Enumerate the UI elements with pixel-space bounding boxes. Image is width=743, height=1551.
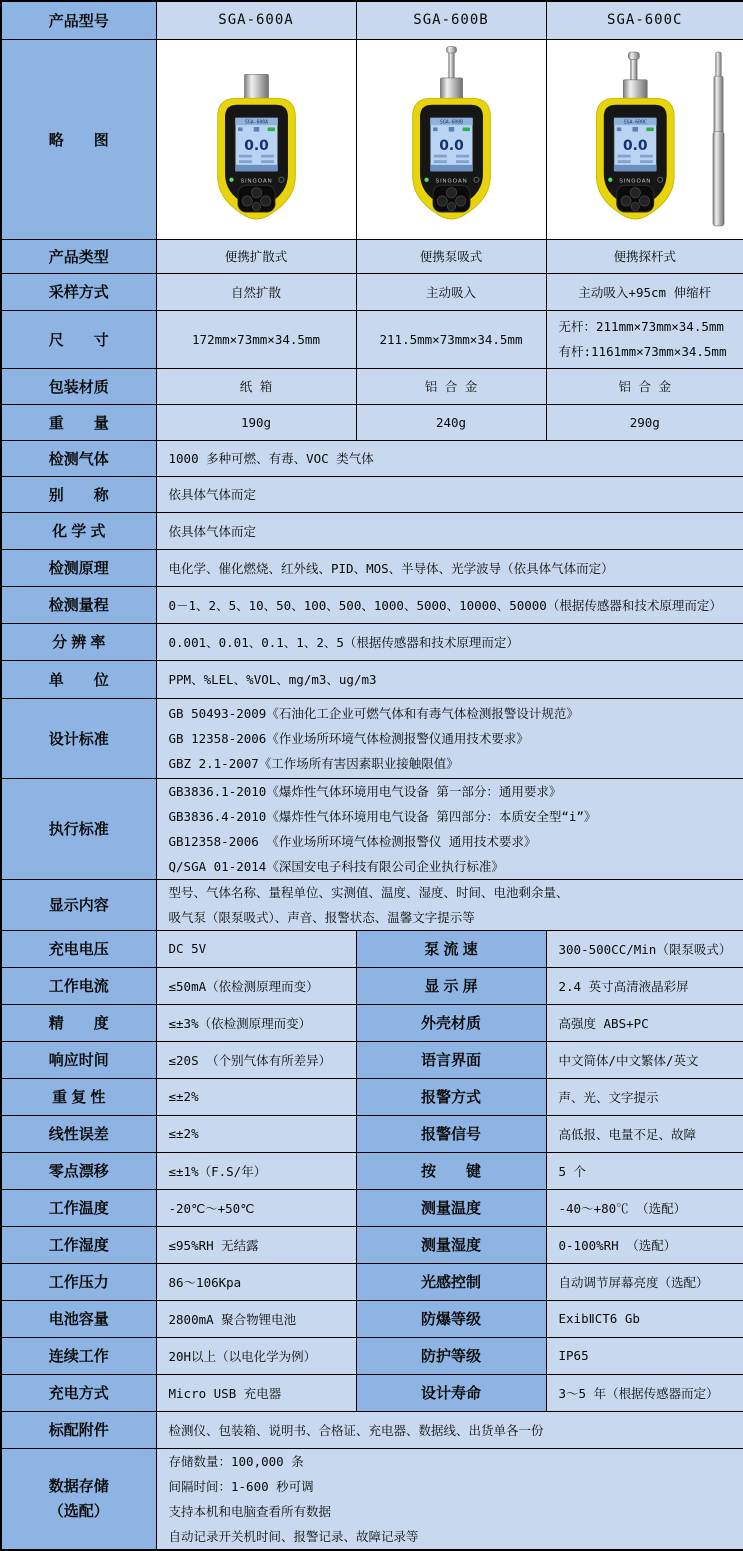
product-value-cell: 铝 合 金 — [546, 368, 743, 404]
row-label: 检测原理 — [1, 549, 156, 586]
product-value-cell: 主动吸入+95cm 伸缩杆 — [546, 273, 743, 310]
spec-value-left: Micro USB 充电器 — [156, 1374, 356, 1411]
device-lcd-model: SGA-600A — [244, 120, 268, 126]
spec-label-right: 光感控制 — [356, 1263, 546, 1300]
spec-label-left: 充电方式 — [1, 1374, 156, 1411]
product-value-cell: 纸 箱 — [156, 368, 356, 404]
spec-label-right: 防护等级 — [356, 1337, 546, 1374]
spec-label-right: 外壳材质 — [356, 1004, 546, 1041]
row-label: 单 位 — [1, 660, 156, 698]
product-value-cell: 190g — [156, 404, 356, 440]
device-lcd-model: SGA-600C — [623, 120, 648, 126]
device-led-indicator — [424, 178, 428, 182]
full-value-cell: 0－1、2、5、10、50、100、500、1000、5000、10000、50000（根据传感器和技术原理而定） — [156, 586, 743, 623]
spec-value-right: 声、光、文字提示 — [546, 1078, 743, 1115]
spec-value-right: IP65 — [546, 1337, 743, 1374]
spec-value-left: ≤20S （个别气体有所差异） — [156, 1041, 356, 1078]
product-value-cell: 便携泵吸式 — [356, 239, 546, 273]
full-value-cell: 0.001、0.01、0.1、1、2、5（根据传感器和技术原理而定） — [156, 623, 743, 660]
spec-value-left: 20H以上（以电化学为例） — [156, 1337, 356, 1374]
spec-label-right: 报警方式 — [356, 1078, 546, 1115]
product-value-cell: 240g — [356, 404, 546, 440]
full-value-cell: 依具体气体而定 — [156, 476, 743, 512]
spec-label-left: 工作温度 — [1, 1189, 156, 1226]
spec-value-left: ≤±2% — [156, 1078, 356, 1115]
spec-label-right: 泵 流 速 — [356, 930, 546, 967]
spec-value-right: 3～5 年（根据传感器而定） — [546, 1374, 743, 1411]
spec-label-left: 工作压力 — [1, 1263, 156, 1300]
full-value-cell-line: Q/SGA 01-2014《深国安电子科技有限公司企业执行标准》 — [168, 858, 504, 874]
device-lcd-reading: 0.0 — [243, 138, 269, 155]
row-label: 尺 寸 — [1, 310, 156, 368]
row-label: 检测量程 — [1, 586, 156, 623]
spec-value-left: ≤50mA（依检测原理而变） — [156, 967, 356, 1004]
full-value-cell: PPM、%LEL、%VOL、mg/m3、ug/m3 — [156, 660, 743, 698]
spec-label-left: 工作湿度 — [1, 1226, 156, 1263]
model-name-cell: SGA-600A — [156, 1, 356, 39]
spec-value-right: 自动调节屏幕亮度（选配） — [546, 1263, 743, 1300]
product-value-cell-line: 有杆:1161mm×73mm×34.5mm — [558, 344, 727, 359]
spec-label-right: 报警信号 — [356, 1115, 546, 1152]
device-lcd-reading: 0.0 — [623, 138, 648, 155]
row-label: 显示内容 — [1, 879, 156, 930]
sketch-cell — [156, 39, 356, 239]
row-label: 分 辨 率 — [1, 623, 156, 660]
data-storage-value-cell-line: 存储数量：100,000 条 — [168, 1453, 304, 1469]
device-led-indicator — [608, 178, 612, 182]
row-label: 重 量 — [1, 404, 156, 440]
device-brand-label: SINGOAN — [619, 178, 652, 185]
spec-label-right: 设计寿命 — [356, 1374, 546, 1411]
spec-label-left: 连续工作 — [1, 1337, 156, 1374]
data-storage-value-cell — [156, 1448, 743, 1550]
spec-label-right: 显 示 屏 — [356, 967, 546, 1004]
product-value-cell: 211.5mm×73mm×34.5mm — [356, 310, 546, 368]
spec-label-right: 按 键 — [356, 1152, 546, 1189]
product-value-cell: 172mm×73mm×34.5mm — [156, 310, 356, 368]
full-value-cell-line: GB 50493-2009《石油化工企业可燃气体和有毒气体检测报警设计规范》 — [168, 705, 579, 721]
device-lcd-reading: 0.0 — [438, 138, 464, 155]
product-value-cell — [546, 310, 743, 368]
spec-value-right: 5 个 — [546, 1152, 743, 1189]
spec-label-right: 测量温度 — [356, 1189, 546, 1226]
spec-value-left: 86～106Kpa — [156, 1263, 356, 1300]
row-label-data-storage-line: 数据存储 — [48, 1477, 109, 1495]
product-value-cell: 铝 合 金 — [356, 368, 546, 404]
product-value-cell: 自然扩散 — [156, 273, 356, 310]
spec-value-left: ≤±3%（依检测原理而变） — [156, 1004, 356, 1041]
full-value-cell — [156, 879, 743, 930]
full-value-cell — [156, 698, 743, 778]
spec-value-right: ExibⅡCT6 Gb — [546, 1300, 743, 1337]
spec-value-right: 0-100%RH （选配） — [546, 1226, 743, 1263]
full-value-cell: 电化学、催化燃烧、红外线、PID、MOS、半导体、光学波导（依具体气体而定） — [156, 549, 743, 586]
product-value-cell: 便携探杆式 — [546, 239, 743, 273]
spec-value-left: ≤±2% — [156, 1115, 356, 1152]
spec-label-left: 工作电流 — [1, 967, 156, 1004]
full-value-cell-line: 型号、气体名称、量程单位、实测值、温度、湿度、时间、电池剩余量、 — [168, 884, 569, 900]
full-value-cell: 依具体气体而定 — [156, 512, 743, 549]
row-label-data-storage — [1, 1448, 156, 1550]
spec-value-left: 2800mA 聚合物锂电池 — [156, 1300, 356, 1337]
spec-label-left: 充电电压 — [1, 930, 156, 967]
spec-value-right: 高强度 ABS+PC — [546, 1004, 743, 1041]
full-value-cell: 1000 多种可燃、有毒、VOC 类气体 — [156, 440, 743, 476]
full-value-cell-line: GB3836.1-2010《爆炸性气体环境用电气设备 第一部分：通用要求》 — [168, 783, 562, 799]
spec-label-right: 测量湿度 — [356, 1226, 546, 1263]
spec-value-left: ≤±1%（F.S/年） — [156, 1152, 356, 1189]
row-label: 执行标准 — [1, 778, 156, 879]
spec-label-right: 防爆等级 — [356, 1300, 546, 1337]
row-label-product-model: 产品型号 — [1, 1, 156, 39]
full-value-cell — [156, 778, 743, 879]
row-label-data-storage-line: （选配） — [48, 1502, 109, 1520]
row-label: 采样方式 — [1, 273, 156, 310]
data-storage-value-cell-line: 支持本机和电脑查看所有数据 — [168, 1503, 332, 1519]
product-value-cell-line: 无杆：211mm×73mm×34.5mm — [558, 319, 724, 334]
row-label: 设计标准 — [1, 698, 156, 778]
data-storage-value-cell-line: 间隔时间：1-600 秒可调 — [168, 1478, 314, 1494]
spec-label-left: 线性误差 — [1, 1115, 156, 1152]
spec-value-left: DC 5V — [156, 930, 356, 967]
accessories-value-cell: 检测仪、包装箱、说明书、合格证、充电器、数据线、出货单各一份 — [156, 1411, 743, 1448]
product-value-cell: 便携扩散式 — [156, 239, 356, 273]
spec-label-left: 电池容量 — [1, 1300, 156, 1337]
row-label: 包装材质 — [1, 368, 156, 404]
full-value-cell-line: 吸气泵（限泵吸式）、声音、报警状态、温馨文字提示等 — [168, 909, 475, 925]
spec-value-right: 中文简体/中文繁体/英文 — [546, 1041, 743, 1078]
row-label: 产品类型 — [1, 239, 156, 273]
device-brand-label: SINGOAN — [434, 178, 468, 185]
row-label-sketch: 略 图 — [1, 39, 156, 239]
row-label: 别 称 — [1, 476, 156, 512]
row-label: 检测气体 — [1, 440, 156, 476]
full-value-cell-line: GB 12358-2006《作业场所环境气体检测报警仪通用技术要求》 — [168, 730, 529, 746]
device-image-sga-600a — [164, 41, 349, 237]
spec-label-left: 精 度 — [1, 1004, 156, 1041]
row-label-accessories: 标配附件 — [1, 1411, 156, 1448]
spec-value-left: ≤95%RH 无结露 — [156, 1226, 356, 1263]
device-image-sga-600c — [552, 41, 737, 237]
sketch-cell — [546, 39, 743, 239]
product-value-cell: 290g — [546, 404, 743, 440]
device-image-sga-600b — [359, 41, 544, 237]
device-led-indicator — [229, 178, 233, 182]
device-lcd-model: SGA-600B — [439, 120, 463, 126]
product-value-cell: 主动吸入 — [356, 273, 546, 310]
spec-label-left: 零点漂移 — [1, 1152, 156, 1189]
spec-value-right: 300-500CC/Min（限泵吸式） — [546, 930, 743, 967]
spec-value-right: -40～+80℃ （选配） — [546, 1189, 743, 1226]
model-name-cell: SGA-600B — [356, 1, 546, 39]
spec-value-right: 2.4 英寸高清液晶彩屏 — [546, 967, 743, 1004]
sketch-cell — [356, 39, 546, 239]
spec-label-right: 语言界面 — [356, 1041, 546, 1078]
spec-label-left: 重 复 性 — [1, 1078, 156, 1115]
full-value-cell-line: GBZ 2.1-2007《工作场所有害因素职业接触限值》 — [168, 755, 459, 771]
data-storage-value-cell-line: 自动记录开关机时间、报警记录、故障记录等 — [168, 1528, 419, 1544]
spec-value-right: 高低报、电量不足、故障 — [546, 1115, 743, 1152]
spec-label-left: 响应时间 — [1, 1041, 156, 1078]
device-brand-label: SINGOAN — [239, 178, 273, 185]
full-value-cell-line: GB3836.4-2010《爆炸性气体环境用电气设备 第四部分：本质安全型“i”》 — [168, 808, 597, 824]
row-label: 化 学 式 — [1, 512, 156, 549]
spec-value-left: -20℃～+50℃ — [156, 1189, 356, 1226]
full-value-cell-line: GB12358-2006 《作业场所环境气体检测报警仪 通用技术要求》 — [168, 833, 537, 849]
model-name-cell: SGA-600C — [546, 1, 743, 39]
